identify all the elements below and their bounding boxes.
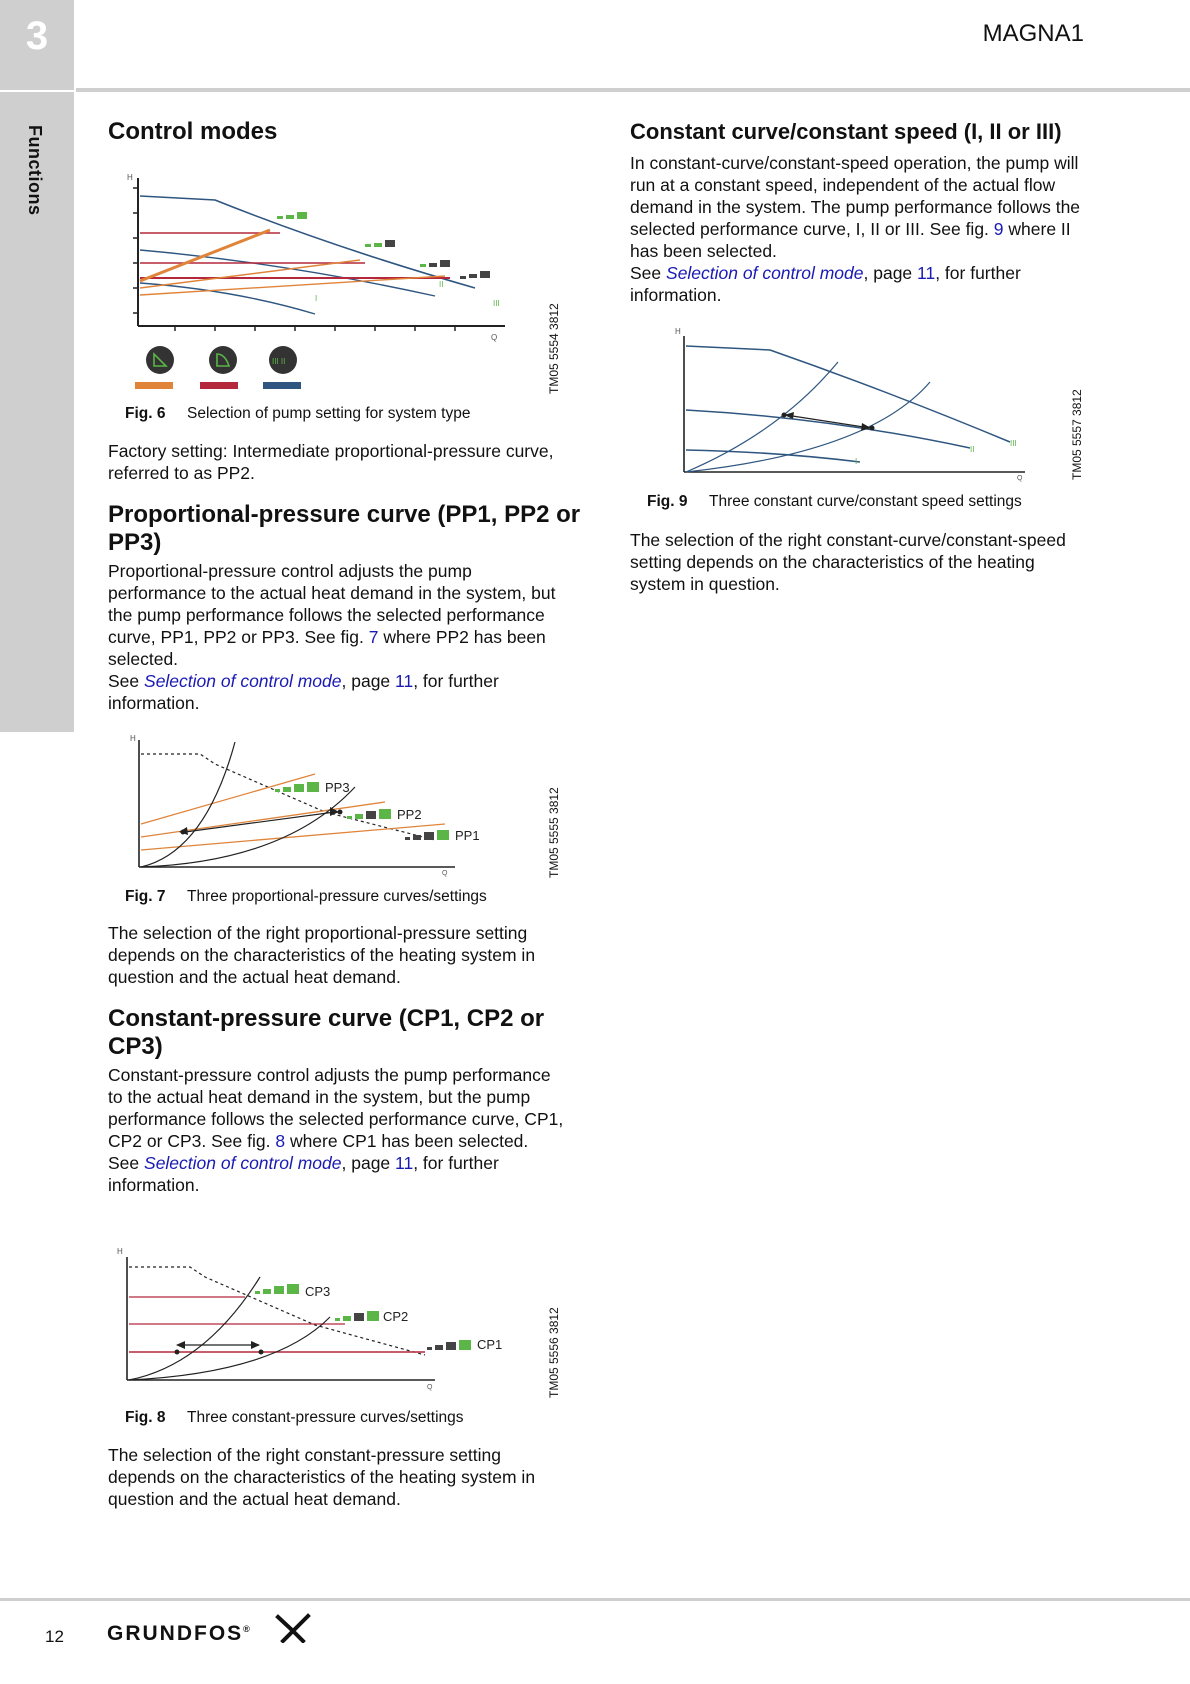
fig7-tm-number: TM05 5555 3812: [547, 787, 561, 878]
cc-after-text: The selection of the right constant-curve/constant-speed setting depends on the characteristics of the heating system in question.: [630, 530, 1066, 594]
fig6-curve-label-iii: III: [493, 299, 500, 308]
figure-8-constant-pressure: [115, 1245, 535, 1395]
fig9-curve-label-iii: III: [1010, 439, 1017, 448]
fig6-y-axis-label: H: [127, 173, 133, 182]
cc-page-link[interactable]: 11: [917, 263, 936, 283]
fig8-x-axis-label: Q: [427, 1384, 433, 1391]
svg-text:H: H: [130, 734, 136, 743]
heading-proportional-pressure: Proportional-pressure curve (PP1, PP2 or PP3): [108, 501, 581, 556]
fig9-x-axis-label: Q: [1017, 475, 1023, 482]
fig7-caption-text: Three proportional-pressure curves/settings: [187, 888, 487, 905]
fig8-link[interactable]: 8: [275, 1131, 286, 1151]
chapter-number: 3: [25, 14, 49, 58]
fig9-link[interactable]: 9: [993, 219, 1004, 239]
fig7-x-axis-label: Q: [442, 870, 448, 877]
fig6-curve-label-i: I: [315, 294, 318, 303]
fig8-label-cp1: CP1: [477, 1337, 503, 1352]
cp-selection-link[interactable]: Selection of control mode: [144, 1153, 342, 1173]
cc-description: In constant-curve/constant-speed operation, the pump will run at a constant speed, independent of the actual flow demand in the system. The pump performance follows the selected performance curve, I, II or III. See fig. 9 where II has been selected. See Selection of control mode, page 11, for further information.: [630, 153, 1081, 305]
fig6-x-axis-label: Q: [491, 333, 498, 342]
document-title: MAGNA1: [982, 20, 1084, 47]
brand-logo-icon: [275, 1613, 311, 1643]
fig9-curve-label-i: I: [855, 457, 858, 466]
heading-control-modes: Control modes: [108, 118, 278, 145]
fig8-caption-text: Three constant-pressure curves/settings: [187, 1409, 464, 1426]
pp-after-text: The selection of the right proportional-pressure setting depends on the characteristics of the heating system in question and the actual heat demand.: [108, 923, 536, 987]
fig9-caption: [647, 493, 1022, 511]
fig6-caption-text: Selection of pump setting for system type: [187, 405, 471, 422]
fig6-caption-number: Fig. 6: [125, 405, 166, 422]
heading-constant-pressure: Constant-pressure curve (CP1, CP2 or CP3): [108, 1005, 545, 1060]
pp-page-link[interactable]: 11: [395, 671, 414, 691]
fig8-label-cp2: CP2: [383, 1309, 409, 1324]
fig8-label-cp3: CP3: [305, 1284, 331, 1299]
fig9-caption-number: Fig. 9: [647, 493, 688, 510]
footer-divider: [0, 1598, 1190, 1601]
figure-7-proportional-pressure: [125, 732, 545, 882]
fig7-label-pp2: PP2: [397, 807, 422, 822]
cc-selection-link[interactable]: Selection of control mode: [666, 263, 864, 283]
cp-description: Constant-pressure control adjusts the pump performance to the actual heat demand in the system, but the pump performance follows the selected performance curve, CP1, CP2 or CP3. See fig. 8 where CP1 has been selected. See Selection of control mode, page 11, for further information.: [108, 1065, 564, 1195]
fig6-caption: [125, 405, 470, 423]
side-tab-label: Functions: [25, 125, 45, 216]
fig7-caption: [125, 888, 487, 906]
fig9-caption-text: Three constant curve/constant speed settings: [709, 493, 1022, 510]
cp-page-link[interactable]: 11: [395, 1153, 414, 1173]
cp-after-text: The selection of the right constant-pressure setting depends on the characteristics of the heating system in question and the actual heat demand.: [108, 1445, 536, 1509]
page-number: 12: [45, 1627, 64, 1646]
fig8-tm-number: TM05 5556 3812: [547, 1307, 561, 1398]
fig6-tm-number: TM05 5554 3812: [547, 303, 561, 394]
constant-pressure-icon: [209, 346, 237, 374]
pp-description: Proportional-pressure control adjusts the pump performance to the actual heat demand in the system, but the pump performance follows the selected performance curve, PP1, PP2 or PP3. See fig. 7 where PP2 has been selected. See Selection of control mode, page 11, for further information.: [108, 561, 556, 713]
fig8-caption-number: Fig. 8: [125, 1409, 166, 1426]
pp-selection-link[interactable]: Selection of control mode: [144, 671, 342, 691]
brand-logo: GRUNDFOS®: [107, 1622, 252, 1645]
red-swatch: [200, 382, 238, 389]
factory-setting-text: Factory setting: Intermediate proportional-pressure curve, referred to as PP2.: [108, 441, 554, 483]
fig9-curve-label-ii: II: [970, 445, 975, 454]
figure-6-pump-setting: [115, 168, 535, 398]
fig7-label-pp3: PP3: [325, 780, 350, 795]
fig6-curve-label-ii: II: [439, 280, 444, 289]
orange-swatch: [135, 382, 173, 389]
fig7-link[interactable]: 7: [368, 627, 379, 647]
header-divider: [76, 88, 1190, 92]
fig7-caption-number: Fig. 7: [125, 888, 166, 905]
blue-swatch: [263, 382, 301, 389]
fig8-caption: [125, 1409, 464, 1427]
fig7-label-pp1: PP1: [455, 828, 480, 843]
fig9-y-axis-label: H: [675, 327, 681, 336]
heading-constant-curve: Constant curve/constant speed (I, II or III): [630, 119, 1062, 144]
fig9-tm-number: TM05 5557 3812: [1070, 389, 1084, 480]
figure-9-constant-curve: [670, 322, 1080, 482]
fig8-y-axis-label: H: [117, 1247, 123, 1256]
svg-text:III II: III II: [272, 357, 286, 366]
